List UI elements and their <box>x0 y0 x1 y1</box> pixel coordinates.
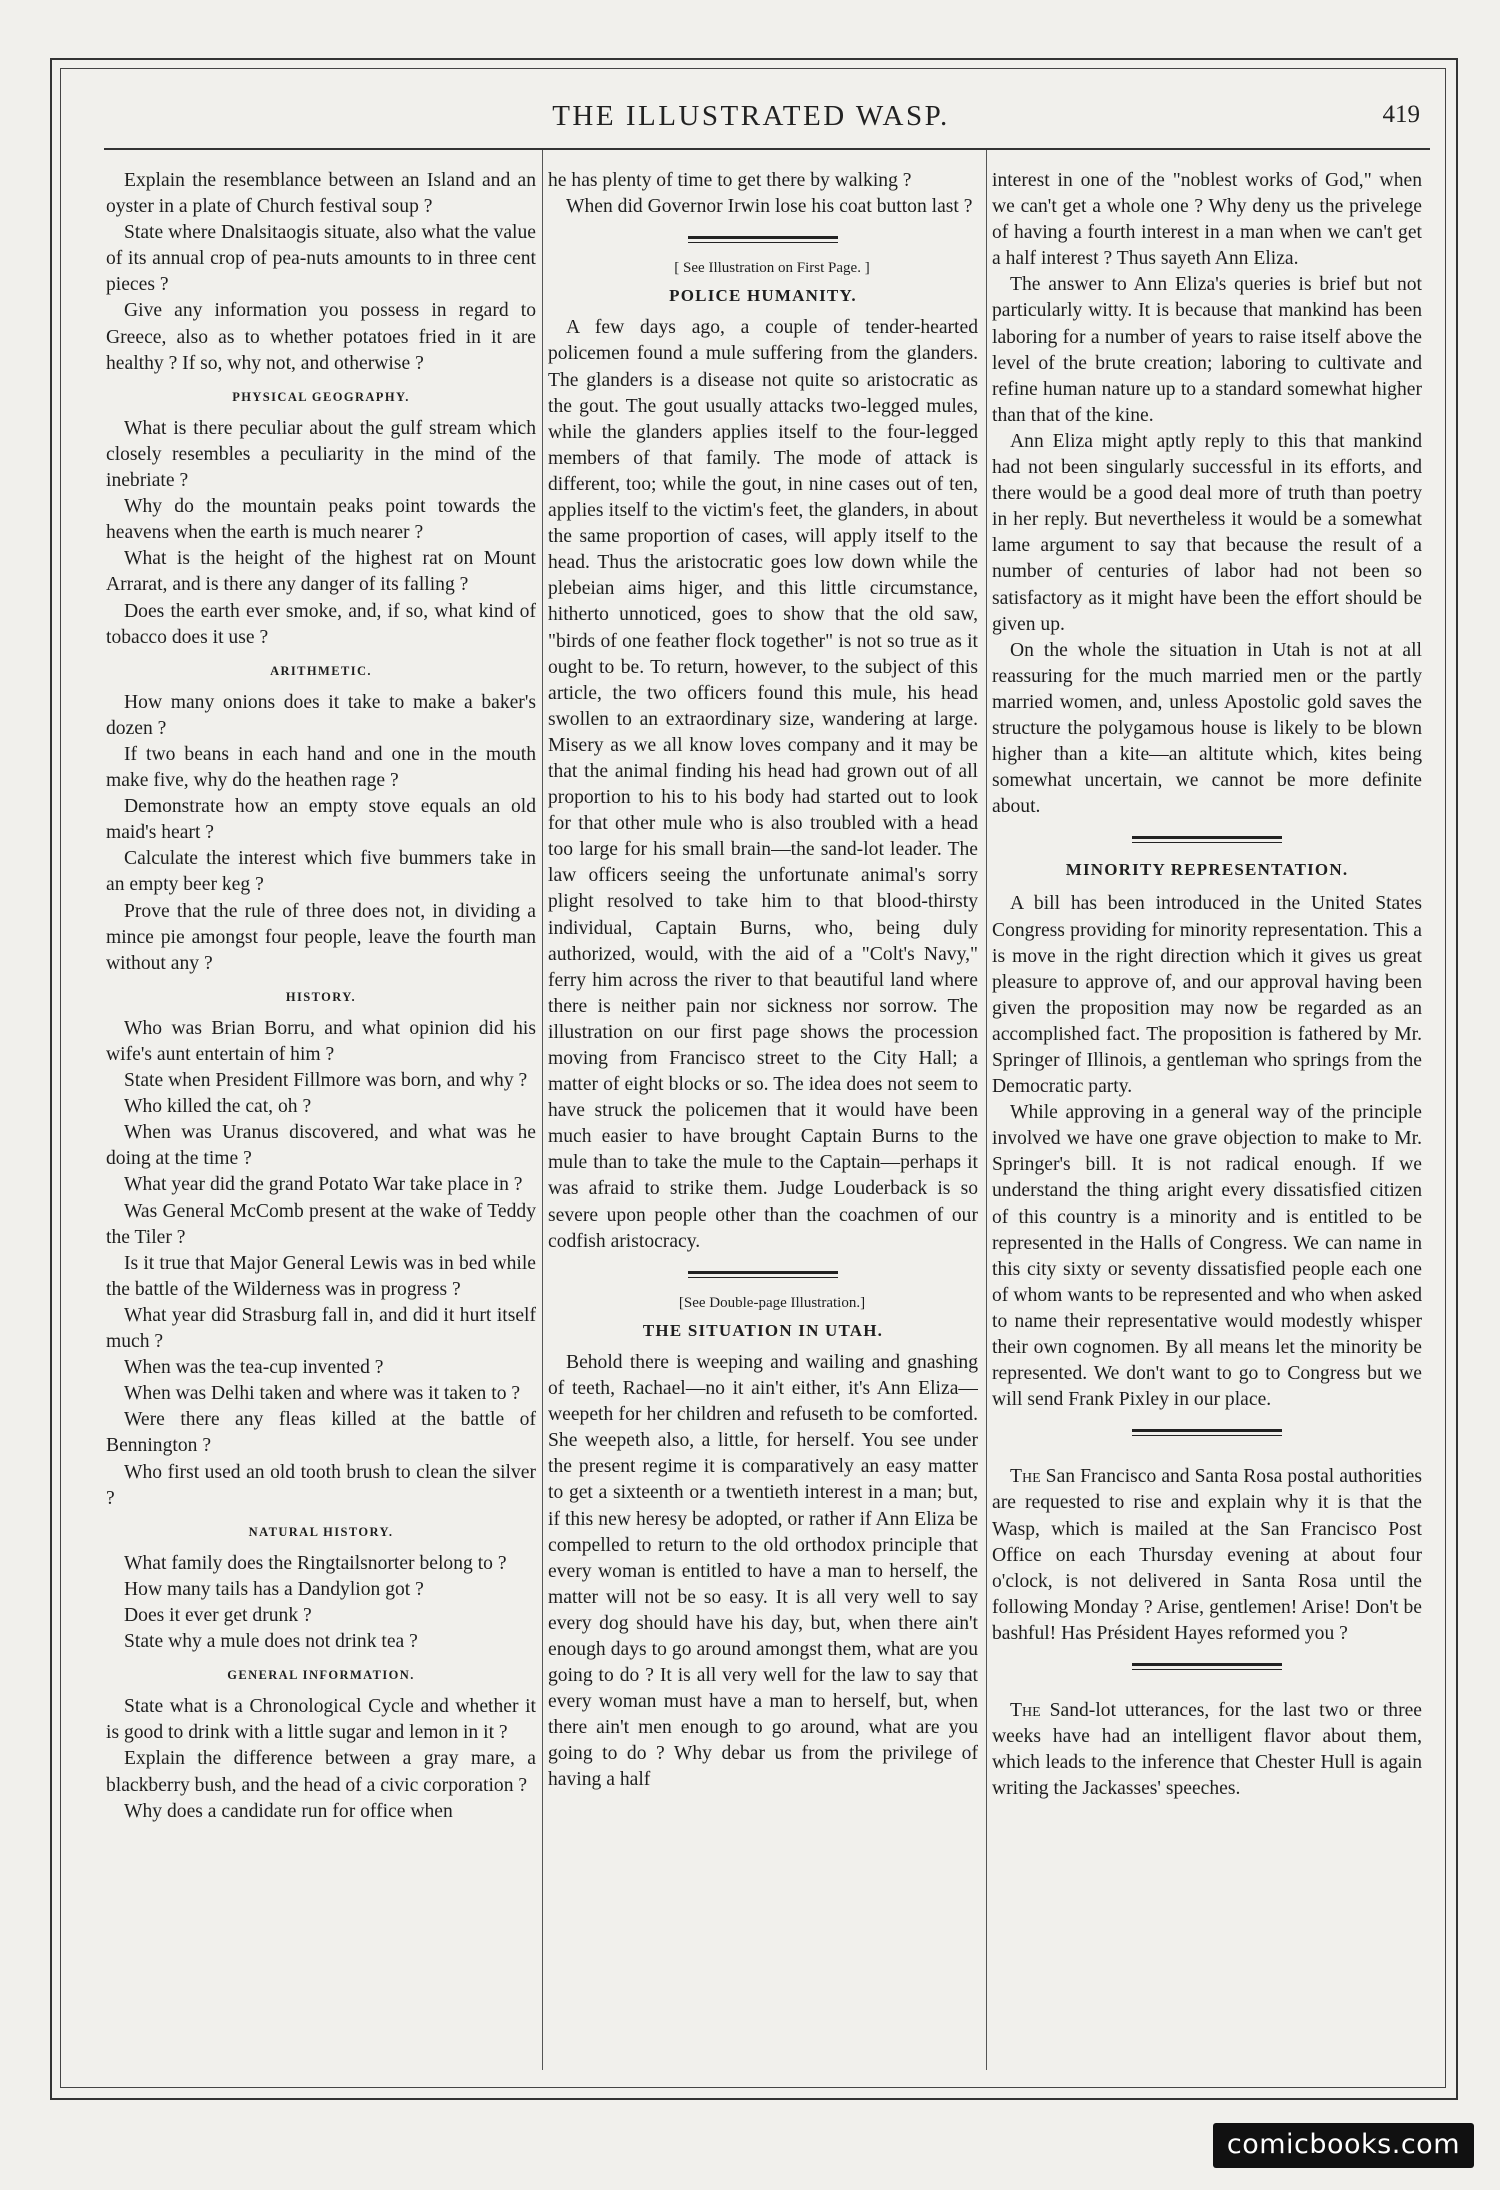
question-paragraph: Who killed the cat, oh ? <box>124 1096 312 1118</box>
article-body: While approving in a general way of the principle involved we have one grave objection to make to Mr. Springer's bill. It is not radical enough. If we understand the thing aright every dissatisfied citizen of this country is a minority and is entitled to be represented in the Halls of Congress. We can name in this city sixty or seventy dissatisfied people each one of whom wants to be represented and who when asked to name their representative would modestly whisper their own cognomen. By all means let the minority be represented. We don't want to go to Congress but we will send Frank Pixley in our place. <box>992 1102 1422 1411</box>
question-paragraph: How many tails has a Dandylion got ? <box>124 1578 424 1600</box>
lead-word: The <box>1010 1699 1041 1721</box>
column-1 <box>106 168 536 2068</box>
question-paragraph: he has plenty of time to get there by walking ? <box>548 170 912 191</box>
article-body: The answer to Ann Eliza's queries is brief but not particularly witty. It is because that mankind has been laboring for a number of years to raise itself above the level of the brute creation; laboring to cultivate and refine human nature up to a standard somewhat higher than that of the kine. <box>992 274 1422 426</box>
article-title: THE SITUATION IN UTAH. <box>642 1320 884 1340</box>
question-paragraph: State why a mule does not drink tea ? <box>124 1631 418 1653</box>
article-body: On the whole the situation in Utah is not at all reassuring for the much married men or the partly married women, and, unless Apostolic gold saves the structure the polygamous house is likely to be blown higher than a kite—an altitute which, kites being somewhat uncertain, we cannot be more definite about. <box>992 639 1422 818</box>
question-paragraph: Who first used an old tooth brush to clean the silver ? <box>106 1461 536 1509</box>
question-paragraph: Why do the mountain peaks point towards the heavens when the earth is much nearer ? <box>106 496 536 544</box>
question-paragraph: When did Governor Irwin lose his coat button last ? <box>566 196 973 218</box>
article-body: A few days ago, a couple of tender-hearted policemen found a mule suffering from the glanders. The glanders is a disease not quite so aristocratic as the gout. The gout usually attacks two-legged mules, while the glanders applies itself to the four-legged members of that family. The mode of attack is different, too; while the gout, in nine cases out of ten, applies itself to the victim's feet, the glanders, in about the same proportion of cases, will apply itself to the head. Thus the aristocratic goes low down while the plebeian aims higer, and this little circumstance, hitherto unnoticed, goes to show that the old saw, "birds of one feather flock together" is not so true as it ought to be. To return, however, to the subject of this article, the two officers found this mule, his head swollen to an extraordinary size, wandering at large. Misery as we all know loves company and it may be that the animal finding his head had grown out of all proportion to his to his body had started out to look for that other mule who is also troubled with a head too large for his small brain—the sand-lot leader. The law officers seeing the unfortunate animal's sorry plight resolved to take him to that blood-thirsty individual, Captain Burns, who, being duly authorized, would, with the aid of a "Colt's Navy," ferry him across the river to that beautiful land where there is neither pain nor sickness nor sorrow. The illustration on our first page shows the procession moving from Francisco street to the City Hall; a matter of eight blocks or so. The idea does not seem to have struck the policemen that it would have been much easier to have brought Captain Burns to the mule than to take the mule to the Captain—perhaps it was afraid to strike them. Judge Louderback is so severe upon people other than the coachmen of our codfish aristocracy. <box>548 317 978 1252</box>
news-paragraph <box>992 1698 1422 1802</box>
paragraph-text: Sand-lot utterances, for the last two or three weeks have had an intelligent flavor about them, which leads to the inference that Chester Hull is again writing the Jackasses' speeches. <box>992 1699 1422 1800</box>
question-paragraph: When was Uranus discovered, and what was he doing at the time ? <box>106 1122 536 1170</box>
page-number: 419 <box>1382 101 1420 128</box>
lead-word: The <box>1010 1466 1041 1488</box>
section-heading: HISTORY. <box>285 989 357 1004</box>
column-divider <box>542 150 543 2070</box>
question-paragraph: Was General McComb present at the wake of Teddy the Tiler ? <box>106 1200 536 1248</box>
header-rule <box>104 148 1430 150</box>
news-paragraph <box>992 1464 1422 1647</box>
section-heading: ARITHMETIC. <box>270 663 372 678</box>
question-paragraph: If two beans in each hand and one in the mouth make five, why do the heathen rage ? <box>106 743 536 792</box>
question-paragraph: What is there peculiar about the gulf stream which closely resembles a peculiarity in the mind of the inebriate ? <box>106 417 536 492</box>
article-body: interest in one of the "noblest works of God," when we can't get a whole one ? Why deny us the privelege of having a fourth interest in a man when we can't get a half interest ? Thus sayeth Ann Eliza. <box>992 170 1422 270</box>
article-subtitle: [See Double-page Illustration.] <box>678 1294 866 1311</box>
question-paragraph: State where Dnalsitaogis situate, also what the value of its annual crop of pea-nuts amounts to in three cent pieces ? <box>106 222 536 296</box>
article-separator <box>1132 1663 1282 1670</box>
article-body: A bill has been introduced in the United States Congress providing for minority representation. This a is move in the right direction which it gives us great pleasure to approve of, and our approval having been given the proposition may now be regarded as an accomplished fact. The proposition is fathered by Mr. Springer of Illinois, a gentleman who springs from the Democratic party. <box>992 893 1422 1098</box>
article-body: Ann Eliza might aptly reply to this that mankind had not been singularly successful in its efforts, and there would be a good deal more of truth than poetry in her reply. But nevertheless it would be a somewhat lame argument to say that because the result of a number of centuries of labor had not been so satisfactory as it might have been the effort should be given up. <box>992 430 1422 635</box>
question-paragraph: Why does a candidate run for office when <box>124 1800 453 1822</box>
question-paragraph: Prove that the rule of three does not, in dividing a mince pie amongst four people, leave the fourth man without any ? <box>106 900 536 974</box>
question-paragraph: Does it ever get drunk ? <box>124 1604 312 1626</box>
section-heading: NATURAL HISTORY. <box>248 1524 394 1539</box>
site-watermark: comicbooks.com <box>1213 2123 1474 2168</box>
question-paragraph: What is the height of the highest rat on Mount Arrarat, and is there any danger of its falling ? <box>106 548 536 596</box>
article-separator <box>688 236 838 243</box>
column-2 <box>548 168 978 2068</box>
page-header <box>76 96 1426 138</box>
article-title: POLICE HUMANITY. <box>669 286 857 306</box>
question-paragraph: Who was Brian Borru, and what opinion did his wife's aunt entertain of him ? <box>106 1017 536 1065</box>
paragraph-text: San Francisco and Santa Rosa postal authorities are requested to rise and explain why it is that the Wasp, which is mailed at the San Francisco Post Office on each Thursday evening at about four o'clock, is not delivered in Santa Rosa until the following Monday ? Arise, gentlemen! Arise! Don't be bashful! Has Président Hayes reformed you ? <box>992 1466 1422 1644</box>
question-paragraph: Demonstrate how an empty stove equals an old maid's heart ? <box>106 796 536 844</box>
masthead-title: THE ILLUSTRATED WASP. <box>552 100 950 132</box>
question-paragraph: State what is a Chronological Cycle and whether it is good to drink with a little sugar and lemon in it ? <box>106 1696 536 1744</box>
column-3 <box>992 168 1422 2068</box>
question-paragraph: Give any information you possess in regard to Greece, also as to whether potatoes fried in it are healthy ? If so, why not, and otherwise ? <box>106 300 536 374</box>
section-heading: PHYSICAL GEOGRAPHY. <box>232 389 410 404</box>
question-paragraph: What year did the grand Potato War take place in ? <box>124 1174 523 1196</box>
question-paragraph: When was the tea-cup invented ? <box>124 1357 384 1379</box>
section-heading: GENERAL INFORMATION. <box>227 1668 415 1683</box>
question-paragraph: Calculate the interest which five bummers take in an empty beer keg ? <box>106 848 536 896</box>
question-paragraph: How many onions does it take to make a baker's dozen ? <box>106 691 536 739</box>
question-paragraph: Is it true that Major General Lewis was in bed while the battle of the Wilderness was in progress ? <box>106 1252 536 1300</box>
question-paragraph: Were there any fleas killed at the battle of Bennington ? <box>106 1409 536 1457</box>
question-paragraph: State when President Fillmore was born, and why ? <box>124 1070 528 1092</box>
article-separator <box>1132 1429 1282 1436</box>
question-paragraph: What year did Strasburg fall in, and did it hurt itself much ? <box>106 1304 536 1353</box>
article-separator <box>1132 836 1282 843</box>
article-subtitle: [ See Illustration on First Page. ] <box>674 260 870 277</box>
question-paragraph: Explain the resemblance between an Island and an oyster in a plate of Church festival soup ? <box>106 170 536 218</box>
question-paragraph: Does the earth ever smoke, and, if so, what kind of tobacco does it use ? <box>106 600 536 648</box>
question-paragraph: When was Delhi taken and where was it taken to ? <box>124 1383 521 1405</box>
article-separator <box>688 1271 838 1278</box>
article-title: MINORITY REPRESENTATION. <box>1065 860 1349 880</box>
column-divider <box>986 150 987 2070</box>
article-body: Behold there is weeping and wailing and gnashing of teeth, Rachael—no it ain't either, it's Ann Eliza—weepeth for her children and refuseth to be comforted. She weepeth also, a little, for herself. You see under the present regime it is comparatively an easy matter to get a sixteenth or a twentieth interest in a man; but, if this new heresy be adopted, or rather if Ann Eliza be compelled to return to the old orthodox principle that every woman is entitled to have a man to herself, the matter will not be so easy. It is all very well to say every dog should have his day, but, when there ain't enough days to go around amongst them, what are you going to do ? It is all very well for the law to say that every woman must have a man to herself, but, when there ain't men enough to go around, what are you going to do ? Why debar us from the privilege of having a half <box>548 1351 978 1791</box>
question-paragraph: What family does the Ringtailsnorter belong to ? <box>124 1552 507 1574</box>
question-paragraph: Explain the difference between a gray mare, a blackberry bush, and the head of a civic corporation ? <box>106 1748 536 1796</box>
